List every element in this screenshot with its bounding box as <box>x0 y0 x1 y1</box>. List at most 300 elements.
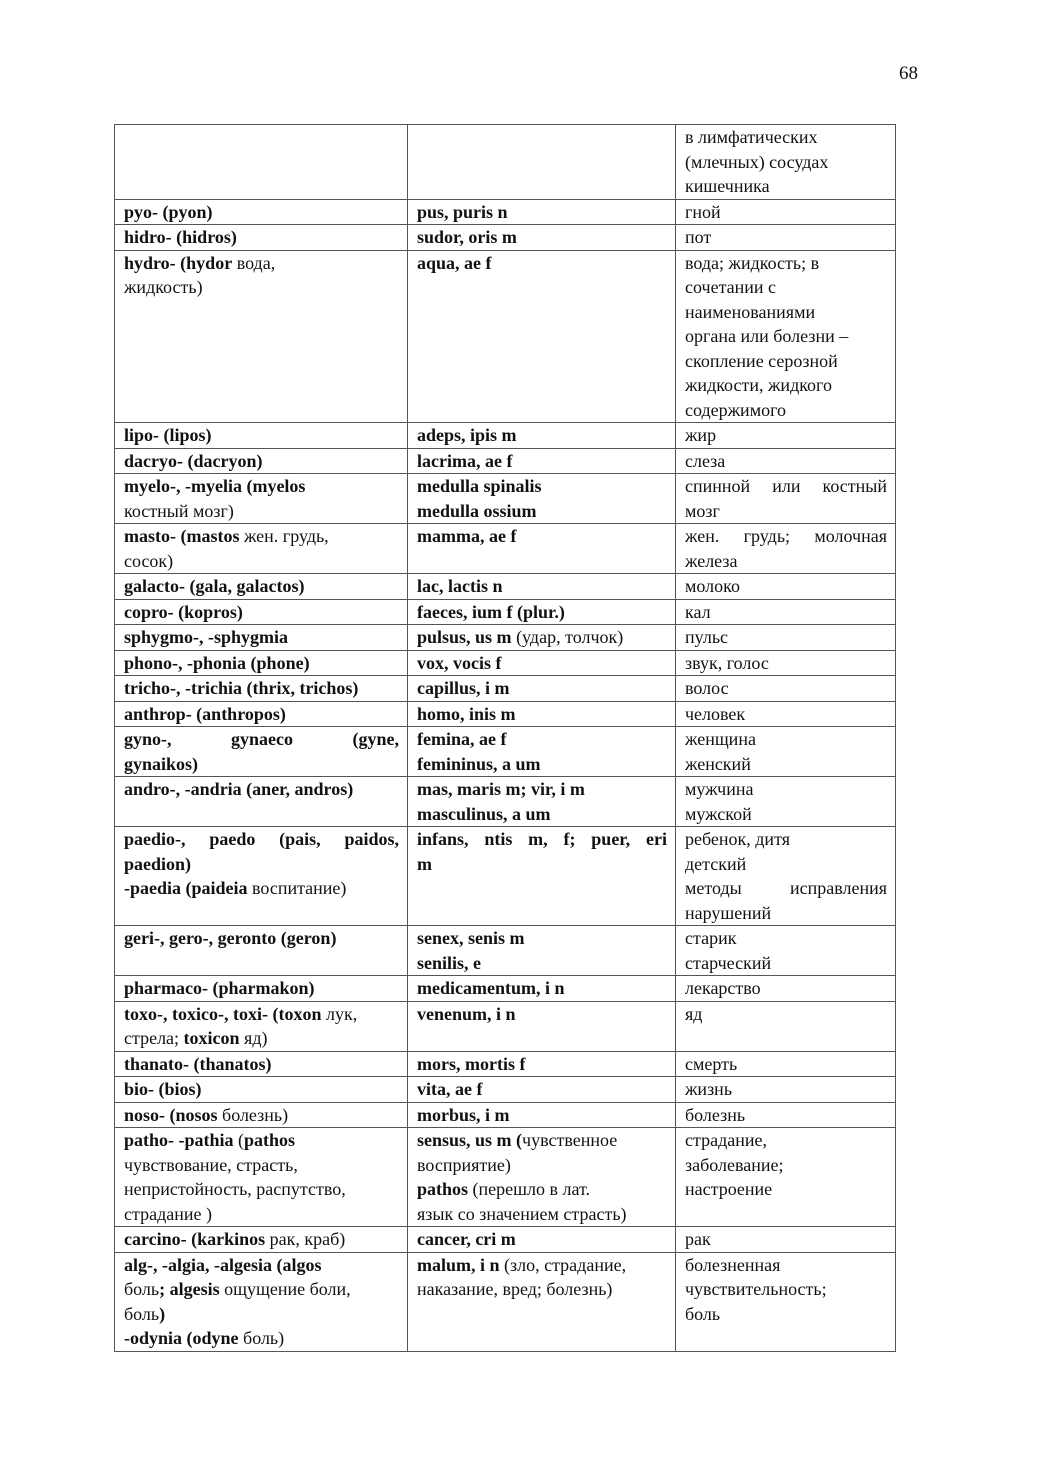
table-row <box>115 574 896 600</box>
text-segment: женщина <box>685 729 756 749</box>
greek-element-cell <box>115 926 408 976</box>
table-row <box>115 250 896 423</box>
greek-element-cell <box>115 250 408 423</box>
cell-line <box>417 802 667 827</box>
text-segment: ребенок, дитя <box>685 829 790 849</box>
cell-line <box>124 1077 399 1102</box>
text-segment: лук, <box>321 1003 358 1024</box>
meaning-cell <box>676 625 896 651</box>
text-segment: смерть <box>685 1053 738 1074</box>
cell-line <box>124 1177 399 1202</box>
greek-element-cell <box>115 1077 408 1103</box>
latin-term-cell <box>408 1102 676 1128</box>
cell-line <box>417 449 667 474</box>
greek-element-cell <box>115 1102 408 1128</box>
text-segment: masto- (mastos <box>124 526 240 546</box>
text-segment: костный мозг) <box>124 500 234 521</box>
cell-line <box>685 600 887 625</box>
text-segment: чувствование, страсть, <box>124 1154 298 1175</box>
cell-line <box>124 1202 399 1227</box>
text-segment: gynaikos) <box>124 753 199 774</box>
cell-line <box>685 174 887 199</box>
cell-line <box>685 1153 887 1178</box>
text-segment: стрела; <box>124 1028 184 1048</box>
latin-term-cell <box>408 474 676 524</box>
cell-line <box>685 727 887 752</box>
cell-line <box>124 1153 399 1178</box>
cell-line <box>417 1253 667 1278</box>
text-segment: боль <box>685 1303 721 1324</box>
text-segment: мозг <box>685 500 720 521</box>
meaning-cell <box>676 225 896 251</box>
cell-line <box>124 1002 399 1027</box>
table-row <box>115 225 896 251</box>
text-segment: cancer, cri m <box>417 1229 516 1249</box>
cell-line <box>417 951 667 976</box>
cell-line <box>685 150 887 175</box>
cell-line <box>417 1202 667 1227</box>
cell-line <box>685 926 887 951</box>
text-segment: боль) <box>238 1328 285 1348</box>
cell-line <box>417 777 667 802</box>
text-segment: страдание ) <box>124 1203 212 1224</box>
meaning-cell <box>676 650 896 676</box>
text-segment: непристойность, распутство, <box>124 1179 346 1199</box>
latin-term-cell <box>408 199 676 225</box>
meaning-cell <box>676 1051 896 1077</box>
text-segment: tricho-, -trichia (thrix, trichos) <box>124 678 359 698</box>
greek-element-cell <box>115 1001 408 1051</box>
cell-line <box>124 876 399 901</box>
word: m, <box>528 829 548 849</box>
table-row <box>115 1001 896 1051</box>
greek-element-cell <box>115 1051 408 1077</box>
cell-line <box>417 752 667 777</box>
cell-line <box>685 324 887 349</box>
greek-element-cell <box>115 976 408 1002</box>
text-segment: pyo- (pyon) <box>124 201 213 222</box>
table-row <box>115 423 896 449</box>
cell-line <box>417 474 667 499</box>
table-row <box>115 1102 896 1128</box>
word: gyno-, <box>124 729 172 749</box>
word: костный <box>822 476 887 496</box>
cell-line <box>124 251 399 276</box>
greek-element-cell <box>115 1128 408 1227</box>
cell-line <box>124 702 399 727</box>
latin-term-cell <box>408 125 676 200</box>
text-segment: жен. грудь, <box>239 526 329 546</box>
text-segment: волос <box>685 678 729 698</box>
text-segment: hydro- (hydor <box>124 252 233 273</box>
text-segment: рак <box>685 1229 711 1249</box>
greek-element-cell <box>115 676 408 702</box>
greek-element-cell <box>115 448 408 474</box>
cell-line <box>685 1128 887 1153</box>
cell-line <box>685 777 887 802</box>
text-segment: malum, i n <box>417 1254 500 1275</box>
text-segment: кал <box>685 601 711 622</box>
word: puer, <box>591 829 631 849</box>
text-segment: masculinus, a um <box>417 803 551 824</box>
text-segment: болезненная <box>685 1254 781 1275</box>
cell-line <box>417 499 667 524</box>
text-segment: lac, lactis n <box>417 576 503 596</box>
text-segment: болезнь) <box>217 1104 289 1125</box>
table-row <box>115 676 896 702</box>
table-row <box>115 727 896 777</box>
cell-line <box>685 300 887 325</box>
cell-line <box>685 852 887 877</box>
text-segment: adeps, ipis m <box>417 425 517 445</box>
cell-line <box>685 125 887 150</box>
text-segment: pus, puris n <box>417 201 508 222</box>
cell-line <box>417 1227 667 1252</box>
text-segment: ( <box>233 1130 245 1150</box>
text-segment: сосок) <box>124 550 174 571</box>
greek-element-cell <box>115 474 408 524</box>
latin-term-cell <box>408 1051 676 1077</box>
text-segment: старик <box>685 928 737 948</box>
cell-line <box>124 651 399 676</box>
text-segment: anthrop- (anthropos) <box>124 703 286 724</box>
text-segment: скопление серозной <box>685 350 838 371</box>
latin-term-cell <box>408 225 676 251</box>
cell-line <box>685 1227 887 1252</box>
word: методы <box>685 878 742 898</box>
text-segment: воспитание) <box>247 878 347 898</box>
greek-element-cell <box>115 777 408 827</box>
table-body <box>115 125 896 1352</box>
cell-line <box>124 423 399 448</box>
text-segment: -odynia (odyne <box>124 1328 239 1348</box>
cell-line <box>124 1103 399 1128</box>
greek-element-cell <box>115 727 408 777</box>
text-segment: язык со значением страсть) <box>417 1203 627 1224</box>
text-segment: andro-, -andria (aner, andros) <box>124 779 354 799</box>
cell-line <box>685 398 887 423</box>
text-segment: sphygmo-, -sphygmia <box>124 627 289 647</box>
text-segment: femina, ae f <box>417 729 507 749</box>
cell-line <box>124 200 399 225</box>
cell-line <box>685 1277 887 1302</box>
text-segment: senex, senis m <box>417 928 525 948</box>
cell-line <box>685 901 887 926</box>
meaning-cell <box>676 474 896 524</box>
cell-line <box>685 827 887 852</box>
cell-line <box>685 423 887 448</box>
cell-line <box>685 802 887 827</box>
word: eri <box>645 829 667 849</box>
text-segment: боль <box>124 1279 160 1299</box>
text-segment: слеза <box>685 450 726 471</box>
cell-line <box>685 651 887 676</box>
text-segment: morbus, i m <box>417 1104 510 1125</box>
text-segment: medulla ossium <box>417 500 537 521</box>
latin-term-cell <box>408 625 676 651</box>
cell-line <box>685 676 887 701</box>
latin-term-cell <box>408 1128 676 1227</box>
text-segment: сочетании с <box>685 277 777 297</box>
text-segment: вода; жидкость; в <box>685 252 820 273</box>
meaning-cell <box>676 727 896 777</box>
latin-term-cell <box>408 574 676 600</box>
text-segment: молоко <box>685 576 740 596</box>
latin-term-cell <box>408 777 676 827</box>
meaning-cell <box>676 448 896 474</box>
word: жен. <box>685 526 720 546</box>
text-segment: мужчина <box>685 779 754 799</box>
word: paedo <box>209 829 256 849</box>
meaning-cell <box>676 1252 896 1351</box>
meaning-cell <box>676 125 896 200</box>
text-segment: нарушений <box>685 902 772 923</box>
word: исправления <box>789 878 887 898</box>
meaning-cell <box>676 976 896 1002</box>
text-segment: пот <box>685 227 712 247</box>
cell-line <box>124 574 399 599</box>
table-row <box>115 448 896 474</box>
cell-line <box>124 449 399 474</box>
cell-line <box>124 600 399 625</box>
latin-term-cell <box>408 1077 676 1103</box>
cell-line <box>685 449 887 474</box>
word: f; <box>563 829 576 849</box>
latin-term-cell <box>408 423 676 449</box>
cell-line <box>417 727 667 752</box>
text-segment: пульс <box>685 627 729 647</box>
cell-line <box>417 423 667 448</box>
cell-line <box>685 1077 887 1102</box>
cell-line <box>417 1103 667 1128</box>
meaning-cell <box>676 1128 896 1227</box>
table-row <box>115 650 896 676</box>
cell-line <box>417 852 667 877</box>
text-segment: наказание, вред; болезнь) <box>417 1279 613 1299</box>
meaning-cell <box>676 599 896 625</box>
text-segment: ; algesis <box>159 1279 220 1299</box>
meaning-cell <box>676 701 896 727</box>
cell-line <box>417 1177 667 1202</box>
text-segment: органа или болезни – <box>685 326 849 346</box>
text-segment: (зло, страдание, <box>499 1254 627 1275</box>
justified-line <box>685 474 887 499</box>
text-segment: рак, краб) <box>265 1229 346 1249</box>
text-segment: homo, inis m <box>417 703 516 724</box>
text-segment: mamma, ae f <box>417 526 517 546</box>
table-row <box>115 625 896 651</box>
text-segment: lacrima, ae f <box>417 450 513 471</box>
word: или <box>772 476 801 496</box>
word: gynaeco <box>231 729 293 749</box>
text-segment: vox, vocis f <box>417 652 502 673</box>
meaning-cell <box>676 1001 896 1051</box>
text-segment: sensus, us m ( <box>417 1130 523 1150</box>
word: paedio-, <box>124 829 186 849</box>
latin-term-cell <box>408 1252 676 1351</box>
cell-line <box>417 1128 667 1153</box>
text-segment: (удар, толчок) <box>511 627 624 647</box>
table-row <box>115 1227 896 1253</box>
text-segment: вода, <box>232 252 276 273</box>
text-segment: lipo- (lipos) <box>124 425 212 445</box>
greek-element-cell <box>115 1252 408 1351</box>
cell-line <box>417 225 667 250</box>
table-row <box>115 599 896 625</box>
cell-line <box>417 1153 667 1178</box>
cell-line <box>124 1253 399 1278</box>
word: спинной <box>685 476 751 496</box>
greek-element-cell <box>115 599 408 625</box>
meaning-cell <box>676 250 896 423</box>
justified-line <box>685 524 887 549</box>
text-segment: жидкости, жидкого <box>685 375 832 395</box>
cell-line <box>124 549 399 574</box>
cell-line <box>124 1277 399 1302</box>
word: (pais, <box>279 829 321 849</box>
text-segment: pathos <box>244 1130 296 1150</box>
text-segment: звук, голос <box>685 652 769 673</box>
cell-line <box>685 625 887 650</box>
cell-line <box>417 625 667 650</box>
cell-line <box>124 625 399 650</box>
latin-term-cell <box>408 727 676 777</box>
text-segment: geri-, gero-, geronto (geron) <box>124 928 337 948</box>
cell-line <box>685 499 887 524</box>
cell-line <box>685 251 887 276</box>
cell-line <box>685 752 887 777</box>
greek-element-cell <box>115 125 408 200</box>
cell-line <box>417 524 667 549</box>
text-segment: faeces, ium f (plur.) <box>417 601 565 622</box>
cell-line <box>417 574 667 599</box>
text-segment: medulla spinalis <box>417 476 542 496</box>
cell-line <box>417 200 667 225</box>
text-segment: vita, ae f <box>417 1079 483 1099</box>
cell-line <box>685 349 887 374</box>
meaning-cell <box>676 524 896 574</box>
table-row <box>115 474 896 524</box>
table-row <box>115 1128 896 1227</box>
text-segment: hidro- (hidros) <box>124 227 237 247</box>
meaning-cell <box>676 1102 896 1128</box>
cell-line <box>685 549 887 574</box>
meaning-cell <box>676 199 896 225</box>
latin-term-cell <box>408 926 676 976</box>
greek-element-cell <box>115 225 408 251</box>
text-segment: toxicon <box>183 1028 240 1048</box>
cell-line <box>417 1077 667 1102</box>
greek-element-cell <box>115 701 408 727</box>
greek-element-cell <box>115 423 408 449</box>
word: infans, <box>417 829 469 849</box>
cell-line <box>124 474 399 499</box>
text-segment: carcino- (karkinos <box>124 1229 266 1249</box>
text-segment: жизнь <box>685 1079 733 1099</box>
table-row <box>115 1252 896 1351</box>
justified-line <box>417 827 667 852</box>
table-row <box>115 777 896 827</box>
table-row <box>115 926 896 976</box>
text-segment: ) <box>159 1303 166 1324</box>
cell-line <box>124 976 399 1001</box>
text-segment: sudor, oris m <box>417 227 517 247</box>
latin-term-cell <box>408 827 676 926</box>
cell-line <box>685 1103 887 1128</box>
text-segment: железа <box>685 550 738 571</box>
greek-element-cell <box>115 625 408 651</box>
text-segment: мужской <box>685 803 752 824</box>
text-segment: pulsus, us m <box>417 627 512 647</box>
text-segment: боль <box>124 1303 160 1324</box>
text-segment: яд) <box>239 1028 268 1048</box>
latin-term-cell <box>408 650 676 676</box>
text-segment: senilis, e <box>417 952 482 973</box>
text-segment: болезнь <box>685 1104 746 1125</box>
text-segment: настроение <box>685 1179 773 1199</box>
cell-line <box>124 499 399 524</box>
cell-line <box>685 373 887 398</box>
text-segment: mas, maris m; vir, i m <box>417 779 585 799</box>
cell-line <box>124 1026 399 1051</box>
table-row <box>115 1077 896 1103</box>
table-row <box>115 524 896 574</box>
cell-line <box>685 574 887 599</box>
justified-line <box>124 827 399 852</box>
text-segment: -paedia (paideia <box>124 878 248 898</box>
text-segment: m <box>417 853 432 874</box>
cell-line <box>124 1128 399 1153</box>
text-segment: medicamentum, i n <box>417 978 565 998</box>
cell-line <box>124 225 399 250</box>
table-row <box>115 199 896 225</box>
text-segment: гной <box>685 201 721 222</box>
text-segment: яд <box>685 1003 703 1024</box>
latin-term-cell <box>408 599 676 625</box>
text-segment: чувствительность; <box>685 1279 827 1299</box>
terminology-table <box>114 124 896 1352</box>
cell-line <box>124 1302 399 1327</box>
latin-term-cell <box>408 1227 676 1253</box>
text-segment: содержимого <box>685 399 787 420</box>
text-segment: toxo-, toxico-, toxi- (toxon <box>124 1003 322 1024</box>
text-segment: заболевание; <box>685 1154 784 1175</box>
text-segment: человек <box>685 703 746 724</box>
table-row <box>115 827 896 926</box>
word: ntis <box>484 829 513 849</box>
justified-line <box>685 876 887 901</box>
cell-line <box>124 777 399 802</box>
cell-line <box>417 1277 667 1302</box>
cell-line <box>685 275 887 300</box>
greek-element-cell <box>115 574 408 600</box>
text-segment: лекарство <box>685 978 761 998</box>
text-segment: чувственное <box>522 1130 618 1150</box>
cell-line <box>685 1052 887 1077</box>
meaning-cell <box>676 423 896 449</box>
text-segment: copro- (kopros) <box>124 601 243 622</box>
text-segment: ощущение боли, <box>219 1279 351 1299</box>
text-segment: paedion) <box>124 853 192 874</box>
text-segment: в лимфатических <box>685 127 818 147</box>
latin-term-cell <box>408 524 676 574</box>
cell-line <box>417 926 667 951</box>
text-segment: noso- (nosos <box>124 1104 218 1125</box>
cell-line <box>685 951 887 976</box>
text-segment: страдание, <box>685 1130 767 1150</box>
word: paidos, <box>344 829 399 849</box>
text-segment: (перешло в лат. <box>468 1179 590 1199</box>
